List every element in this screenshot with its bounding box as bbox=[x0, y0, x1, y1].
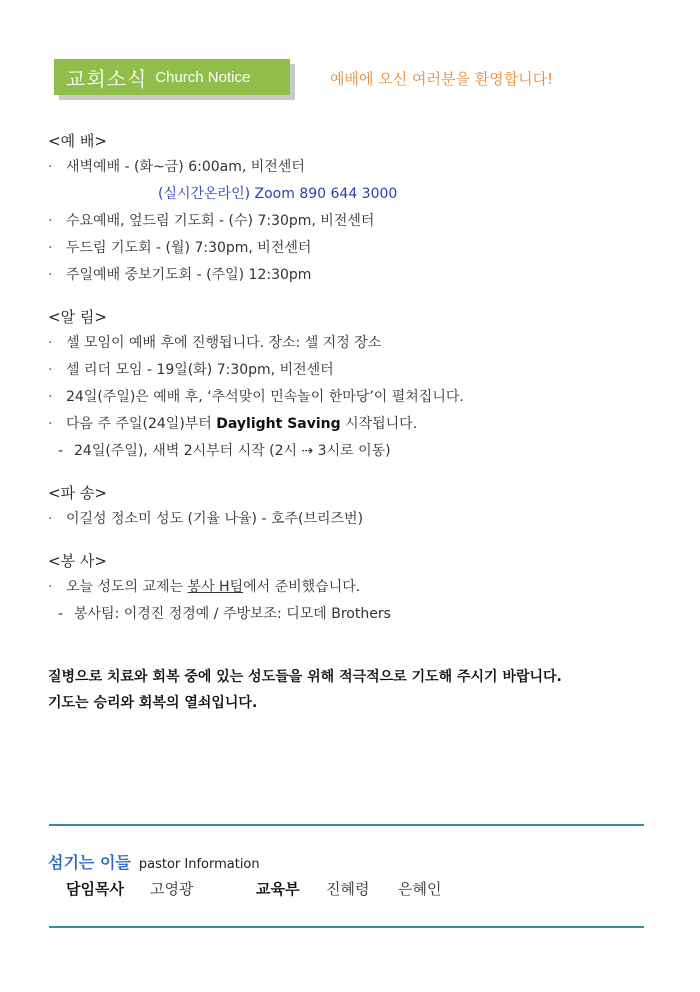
service-after: 에서 준비했습니다. bbox=[243, 579, 361, 595]
divider-bottom bbox=[49, 926, 644, 928]
service-sub: 봉사팀: 이경진 정경예 / 주방보조: 디모데 Brothers bbox=[74, 606, 391, 622]
list-item: · 셀 리더 모임 - 19일(화) 7:30pm, 비전센터 bbox=[48, 362, 334, 378]
list-item: · 이길성 정소미 성도 (기율 나율) - 호주(브리즈번) bbox=[48, 511, 364, 527]
list-item: · 수요예배, 엎드림 기도회 - (수) 7:30pm, 비전센터 bbox=[48, 213, 375, 229]
senior-pastor-name: 고영광 bbox=[150, 880, 194, 898]
pastor-heading bbox=[48, 850, 260, 873]
prayer-request bbox=[48, 664, 562, 716]
list-item: · 24일(주일)은 예배 후, ‘추석맞이 민속놀이 한마당’이 펼쳐집니다. bbox=[48, 389, 464, 405]
pastor-heading-korean: 섬기는 이들 bbox=[48, 853, 131, 872]
worship-heading: <예 배> bbox=[48, 132, 107, 150]
list-item: · 셀 모임이 예배 후에 진행됩니다. 장소: 셀 지정 장소 bbox=[48, 335, 382, 351]
title-english: Church Notice bbox=[155, 68, 251, 86]
education-name-1: 진혜령 bbox=[326, 880, 370, 898]
pastor-heading-english: pastor Information bbox=[138, 857, 260, 872]
prayer-line-2: 기도는 승리와 회복의 열쇠입니다. bbox=[48, 695, 258, 711]
title-korean: 교회소식 bbox=[66, 66, 148, 91]
list-item bbox=[48, 181, 397, 208]
list-item: · 주일예배 중보기도회 - (주일) 12:30pm bbox=[48, 267, 312, 283]
worship-wednesday: 수요예배, 엎드림 기도회 - (수) 7:30pm, 비전센터 bbox=[66, 213, 375, 229]
zoom-info: (실시간온라인) Zoom 890 644 3000 bbox=[158, 186, 398, 202]
notices-section bbox=[48, 304, 464, 465]
senior-pastor-role: 담임목사 bbox=[66, 880, 124, 898]
notice-leader-meeting: 셀 리더 모임 - 19일(화) 7:30pm, 비전센터 bbox=[66, 362, 334, 378]
notice-cell-meeting: 셀 모임이 예배 후에 진행됩니다. 장소: 셀 지정 장소 bbox=[66, 335, 382, 351]
notice-dst-bold: Daylight Saving bbox=[216, 416, 341, 432]
service-before: 오늘 성도의 교제는 bbox=[66, 579, 188, 595]
education-name-2: 은혜인 bbox=[398, 880, 442, 898]
list-item: · 다음 주 주일(24일)부터 Daylight Saving 시작됩니다. bbox=[48, 416, 418, 432]
worship-monday: 두드림 기도회 - (월) 7:30pm, 비전센터 bbox=[66, 240, 312, 256]
list-item: · 두드림 기도회 - (월) 7:30pm, 비전센터 bbox=[48, 240, 312, 256]
service-heading: <봉 사> bbox=[48, 552, 107, 570]
notice-dst-sub: 24일(주일), 새벽 2시부터 시작 (2시 ⇢ 3시로 이동) bbox=[74, 443, 391, 459]
worship-dawn: 새벽예배 - (화~금) 6:00am, 비전센터 bbox=[66, 159, 305, 175]
prayer-line-1: 질병으로 치료와 회복 중에 있는 성도들을 위해 적극적으로 기도해 주시기 바랍니다. bbox=[48, 669, 562, 685]
list-item: · 오늘 성도의 교제는 봉사 H팀에서 준비했습니다. bbox=[48, 579, 361, 595]
notices-heading: <알 림> bbox=[48, 308, 107, 326]
notice-dst-before: 다음 주 주일(24일)부터 bbox=[66, 416, 217, 432]
welcome-message: 예배에 오신 여러분을 환영합니다! bbox=[330, 70, 554, 88]
list-item: - 봉사팀: 이경진 정경예 / 주방보조: 디모데 Brothers bbox=[58, 606, 391, 622]
mission-heading: <파 송> bbox=[48, 484, 107, 502]
service-section bbox=[48, 548, 391, 628]
notice-chuseok: 24일(주일)은 예배 후, ‘추석맞이 민속놀이 한마당’이 펼쳐집니다. bbox=[66, 389, 464, 405]
church-notice-title bbox=[54, 59, 290, 95]
mission-section bbox=[48, 480, 363, 533]
worship-sunday-prayer: 주일예배 중보기도회 - (주일) 12:30pm bbox=[66, 267, 312, 283]
mission-item: 이길성 정소미 성도 (기율 나율) - 호주(브리즈번) bbox=[66, 511, 364, 527]
service-team: 봉사 H팀 bbox=[187, 579, 244, 595]
education-role: 교육부 bbox=[256, 880, 300, 898]
worship-section bbox=[48, 128, 397, 289]
list-item: · 새벽예배 - (화~금) 6:00am, 비전센터 bbox=[48, 159, 305, 175]
divider-top bbox=[49, 824, 644, 826]
notice-dst-after: 시작됩니다. bbox=[340, 416, 418, 432]
list-item: - 24일(주일), 새벽 2시부터 시작 (2시 ⇢ 3시로 이동) bbox=[58, 443, 391, 459]
